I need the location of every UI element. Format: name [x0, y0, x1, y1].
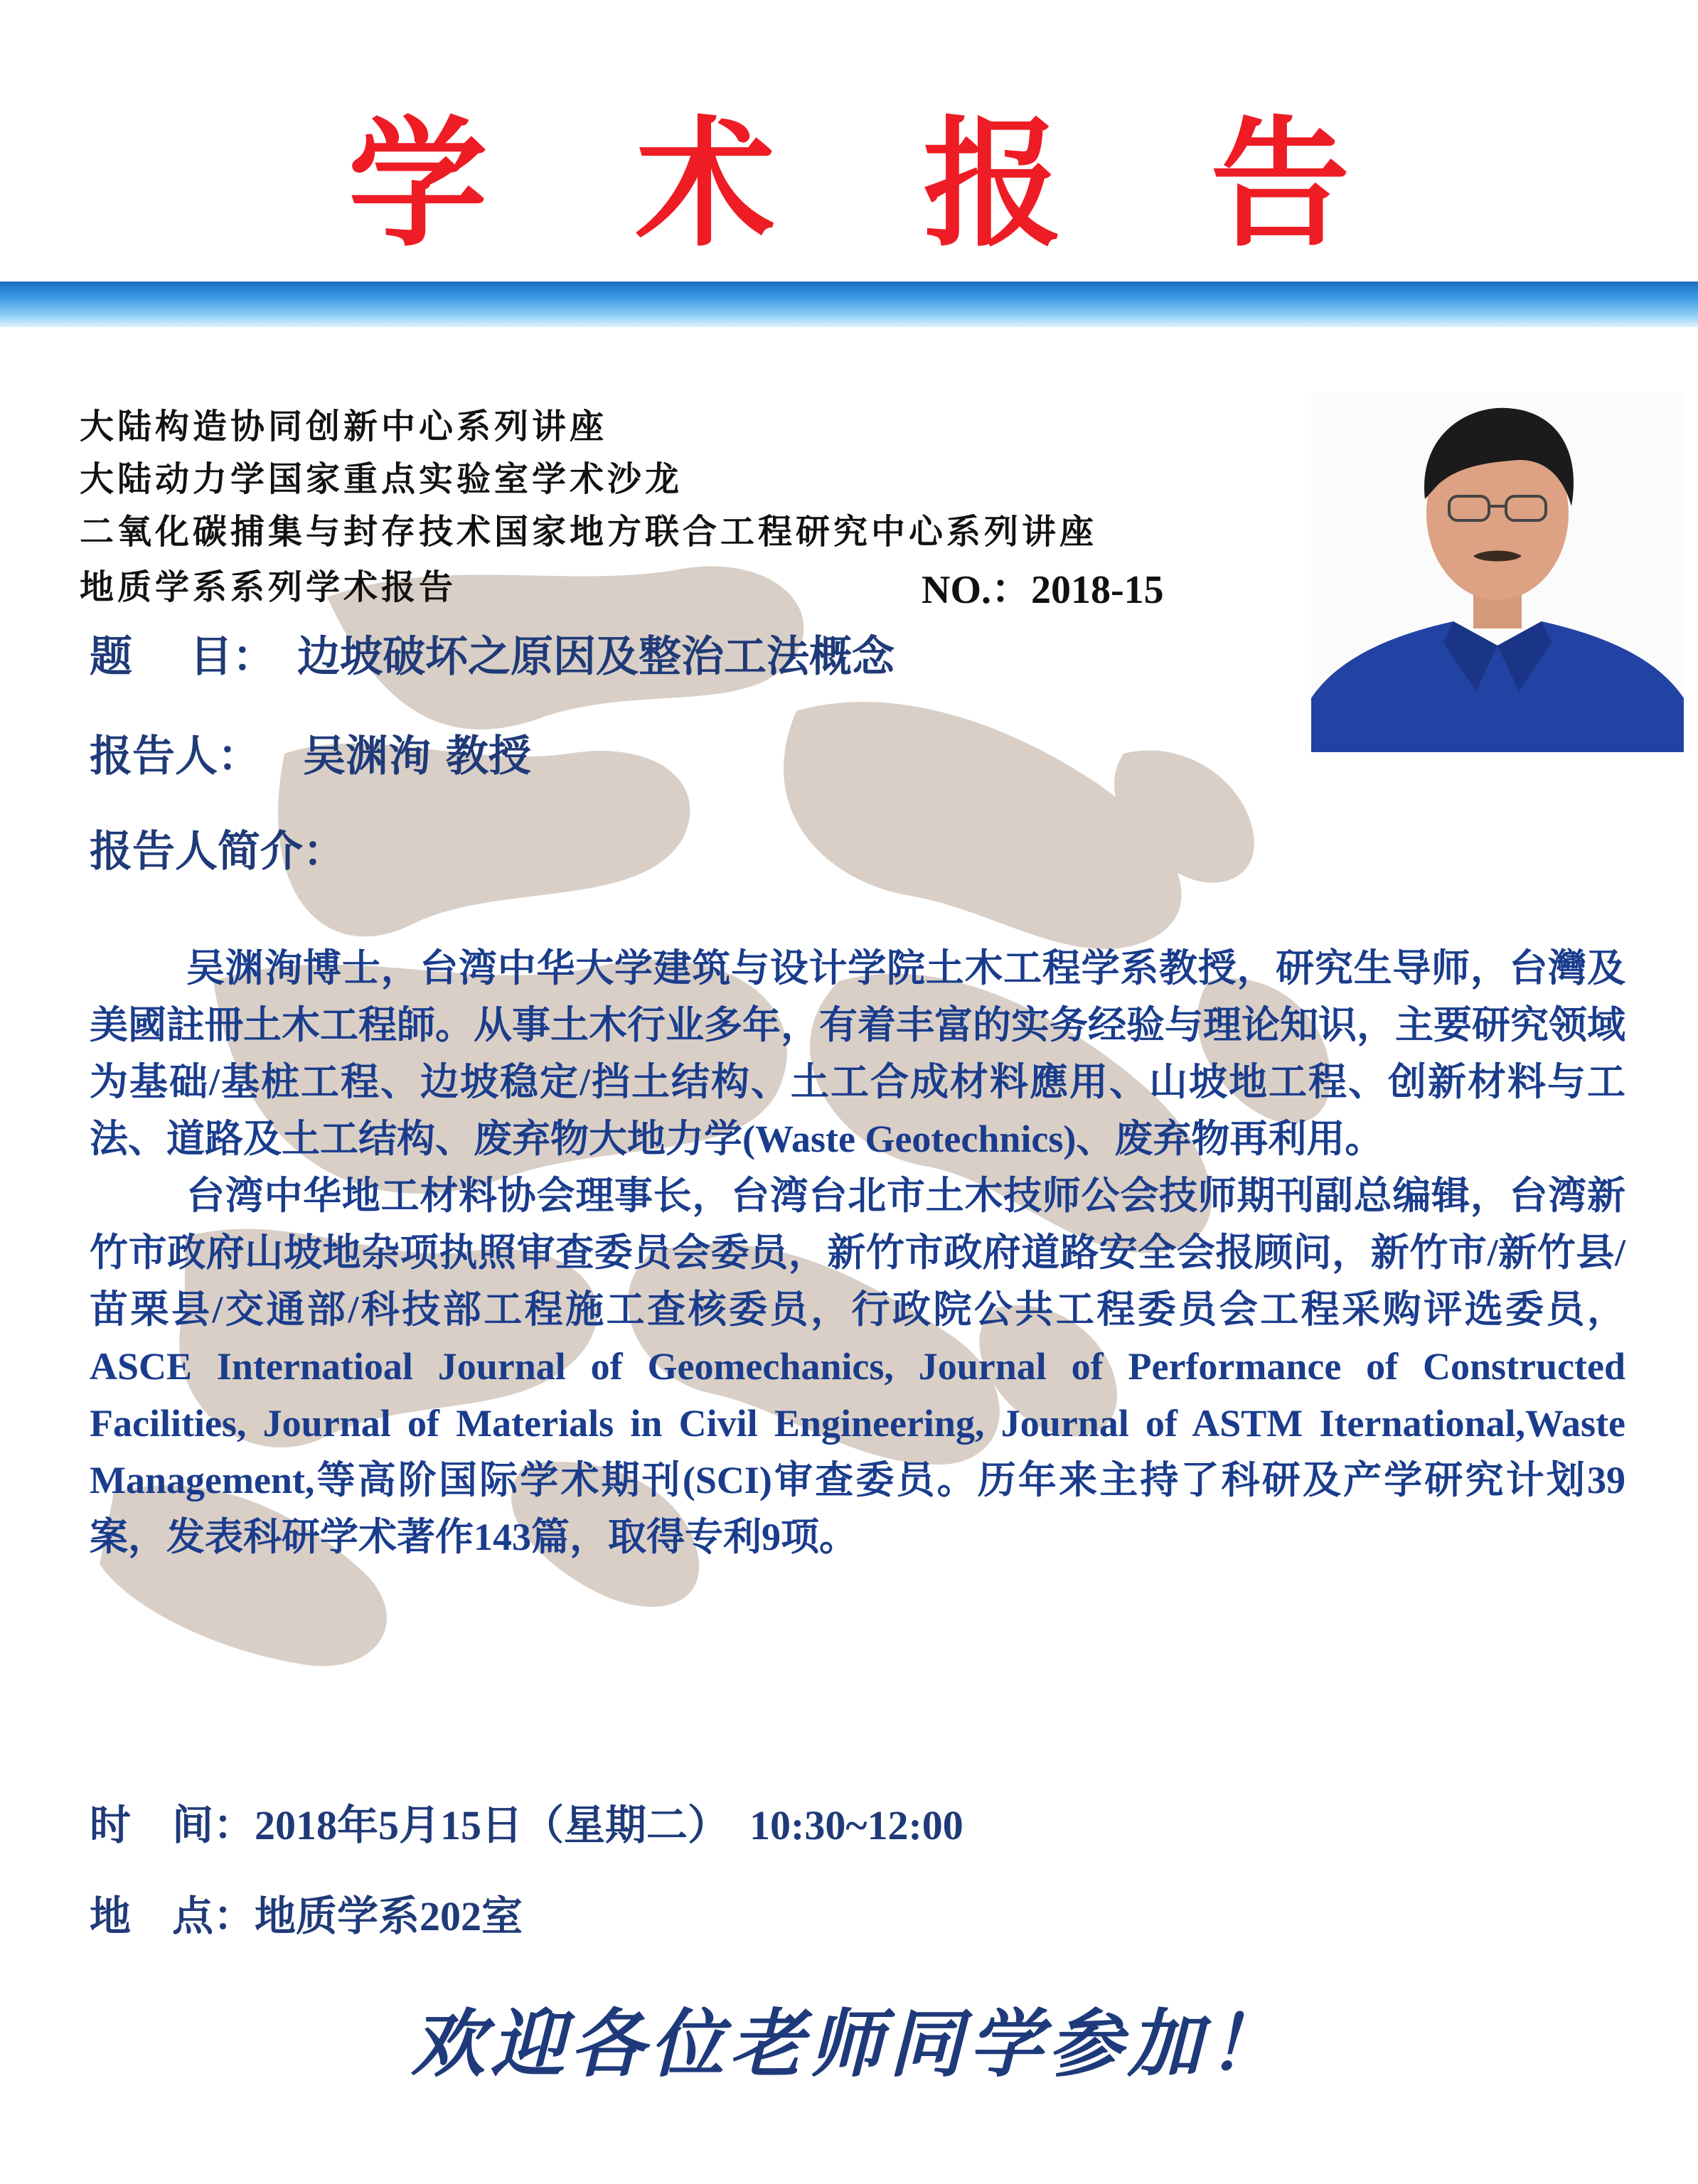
topic-label: 题 目：	[90, 632, 275, 682]
topic-value: 边坡破坏之原因及整治工法概念	[297, 632, 895, 682]
series-name-3: 二氧化碳捕集与封存技术国家地方联合工程研究中心系列讲座	[80, 512, 1098, 552]
bio-paragraph: 台湾中华地工材料协会理事长，台湾台北市土木技师公会技师期刊副总编辑，台湾新竹市政府山坡地杂项执照审查委员会委员，新竹市政府道路安全会报顾问，新竹市/新竹县/苗栗县/交通部/科技部工程施工查核委员，行政院公共工程委员会工程采购评选委员，ASCE Internatioal Journal of Geomechanics, Journal of Performance of Constructed Facilities, Journal of Materials in Civil Engineering, Journal of ASTM Iternational,Waste Management,等高阶国际学术期刊(SCI)审查委员。历年来主持了科研及产学研究计划39案，发表科研学术著作143篇，取得专利9项。	[90, 1174, 1625, 1558]
speaker-name: 吴渊洵 教授	[303, 732, 531, 781]
bio-paragraph: 吴渊洵博士，台湾中华大学建筑与设计学院土木工程学系教授，研究生导师，台灣及美國註冊土木工程師。从事土木行业多年，有着丰富的实务经验与理论知识，主要研究领域为基础/基桩工程、边坡稳定/挡土结构、土工合成材料應用、山坡地工程、创新材料与工法、道路及土工结构、废弃物大地力学(Waste Geotechnics)、废弃物再利用。	[90, 947, 1625, 1160]
report-number: NO.：2018-15	[922, 568, 1164, 612]
time-label: 时 间：	[90, 1802, 255, 1848]
welcome-message: 欢迎各位老师同学参加！	[410, 2001, 1287, 2087]
speaker-portrait	[1311, 392, 1684, 752]
series-name-2: 大陆动力学国家重点实验室学术沙龙	[80, 459, 683, 499]
bio-heading: 报告人简介：	[90, 827, 346, 877]
speaker-biography	[90, 940, 1625, 1565]
poster-title: 学 术 报 告	[348, 104, 1400, 266]
event-time	[90, 1800, 963, 1851]
speaker-label: 报告人：	[90, 732, 260, 781]
time-value: 2018年5月15日（星期二） 10:30~12:00	[255, 1802, 963, 1848]
event-place	[90, 1891, 523, 1942]
place-label: 地 点：	[90, 1893, 255, 1939]
title-underline-band	[0, 282, 1698, 327]
series-name-4: 地质学系系列学术报告	[80, 567, 457, 607]
place-value: 地质学系202室	[255, 1893, 523, 1939]
series-name-1: 大陆构造协同创新中心系列讲座	[80, 407, 608, 446]
